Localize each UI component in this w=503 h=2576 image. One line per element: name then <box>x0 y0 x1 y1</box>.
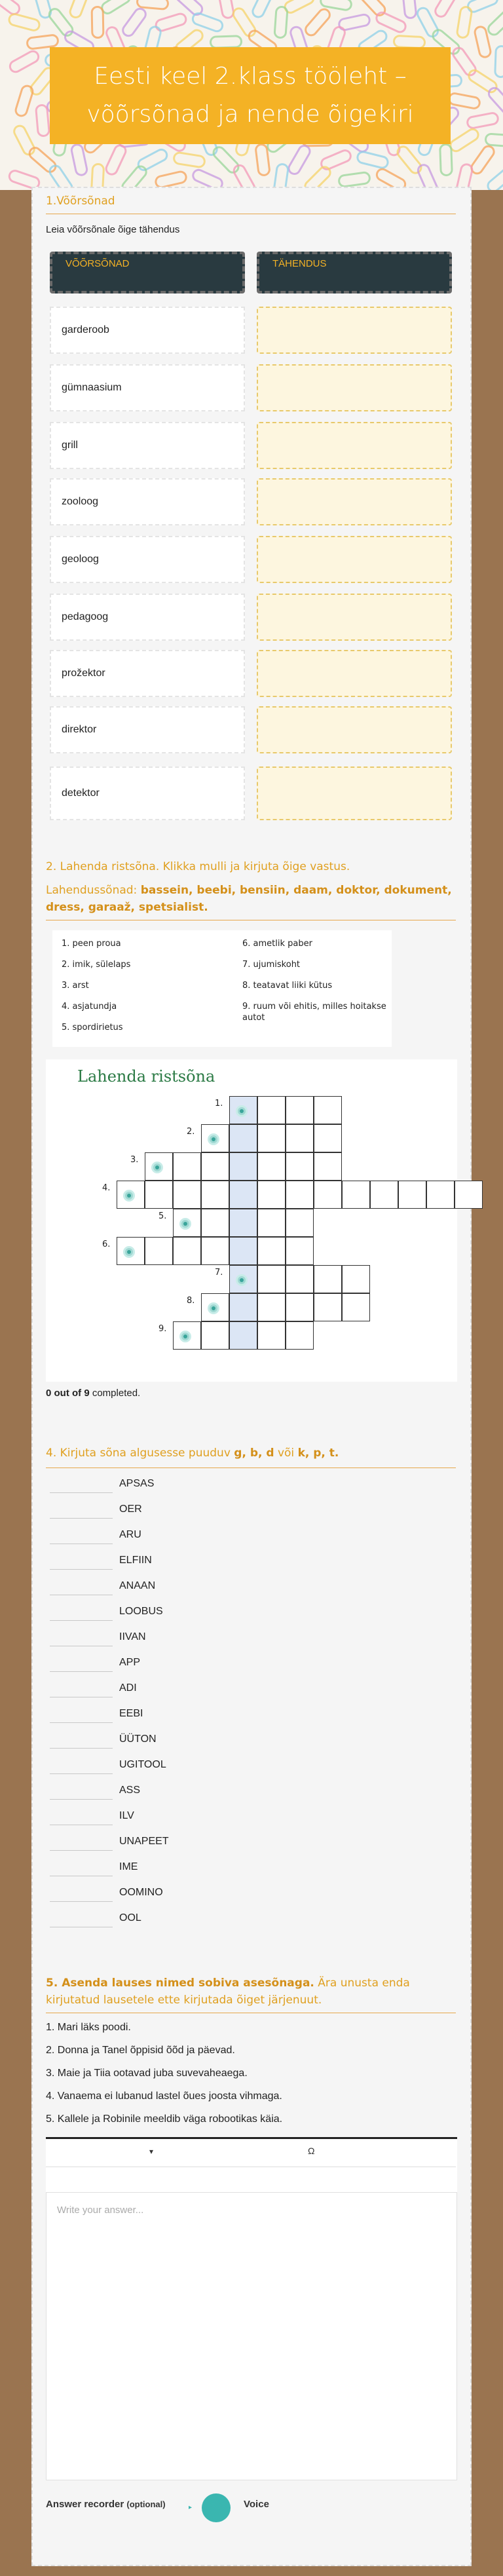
crossword-cell[interactable] <box>229 1152 257 1181</box>
s4-mid: või <box>274 1447 298 1460</box>
meaning-dropzone[interactable] <box>257 767 452 820</box>
section1-instruction: Leia võõrsõnale õige tähendus <box>46 224 180 235</box>
paperclip-decoration <box>103 142 129 178</box>
blank-input[interactable] <box>50 1722 113 1723</box>
crossword-cell[interactable] <box>314 1265 342 1293</box>
word-card[interactable]: prožektor <box>50 650 245 697</box>
col-meanings-header <box>257 252 452 294</box>
clue-number: 5. <box>158 1211 167 1221</box>
clue-number: 8. <box>187 1296 195 1306</box>
paperclip-decoration <box>415 162 441 190</box>
paperclip-decoration <box>250 0 276 20</box>
word-fragment: ADI <box>119 1682 137 1694</box>
crossword-progress <box>46 1388 140 1399</box>
crossword-cell[interactable] <box>145 1181 173 1209</box>
crossword-cell[interactable] <box>426 1181 455 1209</box>
crossword-cell[interactable] <box>173 1181 201 1209</box>
meaning-dropzone[interactable] <box>257 536 452 583</box>
crossword-cell[interactable] <box>314 1181 342 1209</box>
word-fragment: ILV <box>119 1810 134 1821</box>
meaning-dropzone[interactable] <box>257 594 452 641</box>
word-fragment: LOOBUS <box>119 1606 163 1617</box>
crossword-cell[interactable] <box>257 1321 286 1350</box>
crossword-cell[interactable] <box>201 1237 229 1265</box>
blank-input[interactable] <box>50 1901 113 1902</box>
paperclip-decoration <box>90 163 105 190</box>
crossword-cell[interactable] <box>342 1293 370 1321</box>
word-fragment: OOMINO <box>119 1887 163 1898</box>
word-card[interactable]: detektor <box>50 767 245 820</box>
crossword-cell[interactable] <box>286 1209 314 1237</box>
special-char-button[interactable]: Ω <box>308 2146 315 2156</box>
word-fragment: IME <box>119 1861 138 1872</box>
crossword-cell[interactable] <box>257 1209 286 1237</box>
crossword-cell[interactable] <box>455 1181 483 1209</box>
clue-number: 3. <box>130 1155 139 1165</box>
paperclip-decoration <box>456 5 474 40</box>
paperclip-decoration <box>172 151 207 169</box>
paperclip-decoration <box>494 45 503 79</box>
crossword-cell[interactable] <box>286 1152 314 1181</box>
section4-title <box>46 1447 339 1460</box>
blank-input[interactable] <box>50 1748 113 1749</box>
word-fragment: APP <box>119 1657 141 1668</box>
sentence-item: 4. Vanaema ei lubanud lastel õues joosta vihmaga. <box>46 2091 282 2102</box>
paperclip-decoration <box>485 164 503 190</box>
meaning-dropzone[interactable] <box>257 650 452 697</box>
word-card[interactable]: garderoob <box>50 307 245 354</box>
hotspot-bubble[interactable] <box>123 1190 135 1202</box>
blank-input[interactable] <box>50 1850 113 1851</box>
section2-words <box>46 882 456 916</box>
words-list: bassein, beebi, bensiin, daam, doktor, dokument, dress, garaaž, spetsialist. <box>46 884 452 914</box>
crossword-cell[interactable] <box>257 1124 286 1152</box>
words-label: Lahendussõnad: <box>46 884 138 897</box>
record-arrow-icon: ▸ <box>189 2504 193 2511</box>
format-dropdown[interactable]: ▾ <box>149 2147 154 2156</box>
paperclip-decoration <box>67 0 92 20</box>
meaning-dropzone[interactable] <box>257 478 452 525</box>
crossword-cell[interactable] <box>398 1181 426 1209</box>
crossword-cell[interactable] <box>314 1096 342 1124</box>
s5-rest: Ära unusta enda kirjutatud lausetele ette kirjutada õiget järjenuut. <box>46 1977 410 2007</box>
voice-label: Voice <box>244 2499 269 2510</box>
crossword-cell[interactable] <box>257 1265 286 1293</box>
col-meanings-label: TÄHENDUS <box>272 258 327 269</box>
paperclip-decoration <box>14 83 36 119</box>
s4-prefix: 4. Kirjuta sõna algusesse puuduv <box>46 1447 234 1460</box>
col-words-header <box>50 252 245 294</box>
clue-item: 6. ametlik paber <box>242 939 312 949</box>
recorder-row <box>46 2499 166 2510</box>
hotspot-bubble[interactable] <box>179 1218 191 1230</box>
crossword-cell[interactable] <box>201 1181 229 1209</box>
crossword-cell[interactable] <box>229 1237 257 1265</box>
crossword-cell[interactable] <box>145 1237 173 1265</box>
blank-input[interactable] <box>50 1620 113 1621</box>
recorder-label: Answer recorder <box>46 2499 124 2510</box>
word-fragment: EEBI <box>119 1708 143 1719</box>
word-fragment: ANAAN <box>119 1580 156 1591</box>
crossword-cell[interactable] <box>286 1321 314 1350</box>
blank-input[interactable] <box>50 1799 113 1800</box>
progress-suffix: completed. <box>89 1388 141 1399</box>
paperclip-decoration <box>401 0 418 20</box>
crossword-title: Lahenda ristsõna <box>77 1067 215 1086</box>
paperclip-decoration <box>7 48 42 75</box>
word-fragment: UNAPEET <box>119 1836 169 1847</box>
crossword-cell[interactable] <box>257 1096 286 1124</box>
clue-item: 7. ujumiskoht <box>242 960 301 970</box>
section2-title: 2. Lahenda ristsõna. Klikka mulli ja kirjuta õige vastus. <box>46 860 350 873</box>
paperclip-decoration <box>7 12 42 33</box>
crossword-cell[interactable] <box>201 1321 229 1350</box>
word-fragment: ASS <box>119 1785 141 1796</box>
crossword-cell[interactable] <box>286 1237 314 1265</box>
meaning-dropzone[interactable] <box>257 706 452 753</box>
crossword-cell[interactable] <box>314 1124 342 1152</box>
crossword-cell[interactable] <box>201 1209 229 1237</box>
crossword-cell[interactable] <box>370 1181 398 1209</box>
word-fragment: UGITOOL <box>119 1759 166 1770</box>
paperclip-decoration <box>119 162 150 190</box>
section1-title: 1.Võõrsõnad <box>46 195 115 208</box>
crossword-cell[interactable] <box>286 1124 314 1152</box>
answer-placeholder: Write your answer... <box>57 2205 144 2216</box>
blank-input[interactable] <box>50 1518 113 1519</box>
clue-item: 4. asjatundja <box>62 1002 117 1012</box>
progress-count: 0 out of 9 <box>46 1388 90 1399</box>
paperclip-decoration <box>447 126 482 155</box>
paperclip-decoration <box>337 171 371 189</box>
blank-input[interactable] <box>50 1671 113 1672</box>
crossword-cell[interactable] <box>229 1321 257 1350</box>
hotspot-bubble[interactable] <box>208 1302 219 1314</box>
clue-item: 1. peen proua <box>62 939 121 949</box>
crossword-cell[interactable] <box>286 1265 314 1293</box>
word-card[interactable]: gümnaasium <box>50 364 245 411</box>
clue-box <box>52 930 392 1047</box>
crossword-cell[interactable] <box>314 1152 342 1181</box>
clue-number: 9. <box>158 1324 167 1334</box>
crossword-cell[interactable] <box>286 1293 314 1321</box>
clue-item: 2. imik, sülelaps <box>62 960 131 970</box>
hotspot-bubble[interactable] <box>236 1274 248 1286</box>
crossword-cell[interactable] <box>201 1152 229 1181</box>
crossword-cell[interactable] <box>286 1181 314 1209</box>
paperclip-decoration <box>485 6 503 38</box>
s4-letters-1: g, b, d <box>234 1447 274 1460</box>
header-banner <box>0 0 503 190</box>
crossword-cell[interactable] <box>257 1237 286 1265</box>
blank-input[interactable] <box>50 1492 113 1493</box>
paperclip-decoration <box>272 162 290 190</box>
word-card[interactable]: grill <box>50 422 245 469</box>
paperclip-decoration <box>47 162 76 190</box>
crossword-cell[interactable] <box>342 1265 370 1293</box>
paperclip-decoration <box>356 149 390 170</box>
crossword-cell[interactable] <box>257 1181 286 1209</box>
s4-letters-2: k, p, t. <box>297 1447 339 1460</box>
paperclip-decoration <box>439 143 454 177</box>
answer-textarea[interactable] <box>46 2192 457 2480</box>
paperclip-decoration <box>302 6 333 39</box>
word-fragment: IIVAN <box>119 1631 146 1642</box>
crossword-cell[interactable] <box>229 1124 257 1152</box>
sentence-item: 5. Kallele ja Robinile meeldib väga robootikas käia. <box>46 2113 283 2125</box>
crossword-cell[interactable] <box>342 1181 370 1209</box>
clue-item: 9. ruum või ehitis, milles hoitakse autot <box>242 1002 386 1023</box>
word-fragment: OOL <box>119 1912 141 1923</box>
hotspot-bubble[interactable] <box>151 1162 163 1173</box>
clue-item: 8. teatavat liiki kütus <box>242 981 333 991</box>
sentence-item: 2. Donna ja Tanel õppisid õõd ja päevad. <box>46 2045 235 2056</box>
meaning-dropzone[interactable] <box>257 307 452 354</box>
paperclip-decoration <box>432 0 460 20</box>
meaning-dropzone[interactable] <box>257 364 452 411</box>
crossword-cell[interactable] <box>173 1152 201 1181</box>
crossword-cell[interactable] <box>229 1181 257 1209</box>
recorder-optional: (optional) <box>126 2499 166 2509</box>
hotspot-bubble[interactable] <box>123 1246 135 1258</box>
sentence-item: 3. Maie ja Tiia ootavad juba suvevaheaega. <box>46 2068 248 2079</box>
paperclip-decoration <box>274 5 289 39</box>
word-fragment: ARU <box>119 1529 141 1540</box>
clue-number: 2. <box>187 1127 195 1137</box>
crossword-cell[interactable] <box>257 1293 286 1321</box>
clue-number: 4. <box>102 1183 111 1193</box>
hotspot-bubble[interactable] <box>179 1331 191 1342</box>
title-box <box>50 47 451 144</box>
section5-title <box>46 1975 456 2009</box>
paperclip-decoration <box>455 162 475 190</box>
crossword-cell[interactable] <box>173 1237 201 1265</box>
crossword-card <box>46 1059 457 1382</box>
paperclip-decoration <box>91 6 105 39</box>
crossword-cell[interactable] <box>286 1096 314 1124</box>
word-fragment: ÜÜTON <box>119 1733 157 1745</box>
hotspot-bubble[interactable] <box>236 1105 248 1117</box>
hotspot-bubble[interactable] <box>208 1133 219 1145</box>
word-fragment: ELFIIN <box>119 1555 152 1566</box>
clue-item: 5. spordirietus <box>62 1023 123 1032</box>
clue-number: 1. <box>215 1099 223 1108</box>
clue-number: 6. <box>102 1240 111 1249</box>
crossword-cell[interactable] <box>229 1293 257 1321</box>
word-fragment: APSAS <box>119 1478 155 1489</box>
col-words-label: VÕÕRSÕNAD <box>65 258 130 269</box>
s5-bold: 5. Asenda lauses nimed sobiva asesõnaga. <box>46 1977 314 1990</box>
paperclip-decoration <box>466 111 500 130</box>
sentence-item: 1. Mari läks poodi. <box>46 2022 131 2033</box>
crossword-cell[interactable] <box>314 1293 342 1321</box>
editor-toolbar <box>46 2137 457 2192</box>
word-card[interactable]: zooloog <box>50 478 245 525</box>
paperclip-decoration <box>302 163 334 190</box>
word-card[interactable]: direktor <box>50 706 245 753</box>
word-card[interactable]: pedagoog <box>50 594 245 641</box>
blank-input[interactable] <box>50 1773 113 1774</box>
page-title: Eesti keel 2.klass tööleht – võõrsõnad ja nende õigekiri <box>86 63 414 128</box>
paperclip-decoration <box>231 162 259 190</box>
blank-input[interactable] <box>50 1569 113 1570</box>
word-fragment: OER <box>119 1504 142 1515</box>
word-card[interactable]: geoloog <box>50 536 245 583</box>
record-button[interactable] <box>202 2493 231 2522</box>
paperclip-decoration <box>99 0 134 17</box>
crossword-cell[interactable] <box>229 1209 257 1237</box>
meaning-dropzone[interactable] <box>257 422 452 469</box>
crossword-cell[interactable] <box>257 1152 286 1181</box>
clue-item: 3. arst <box>62 981 89 991</box>
paperclip-decoration <box>120 5 150 39</box>
clue-number: 7. <box>215 1268 223 1278</box>
paperclip-decoration <box>286 142 313 177</box>
